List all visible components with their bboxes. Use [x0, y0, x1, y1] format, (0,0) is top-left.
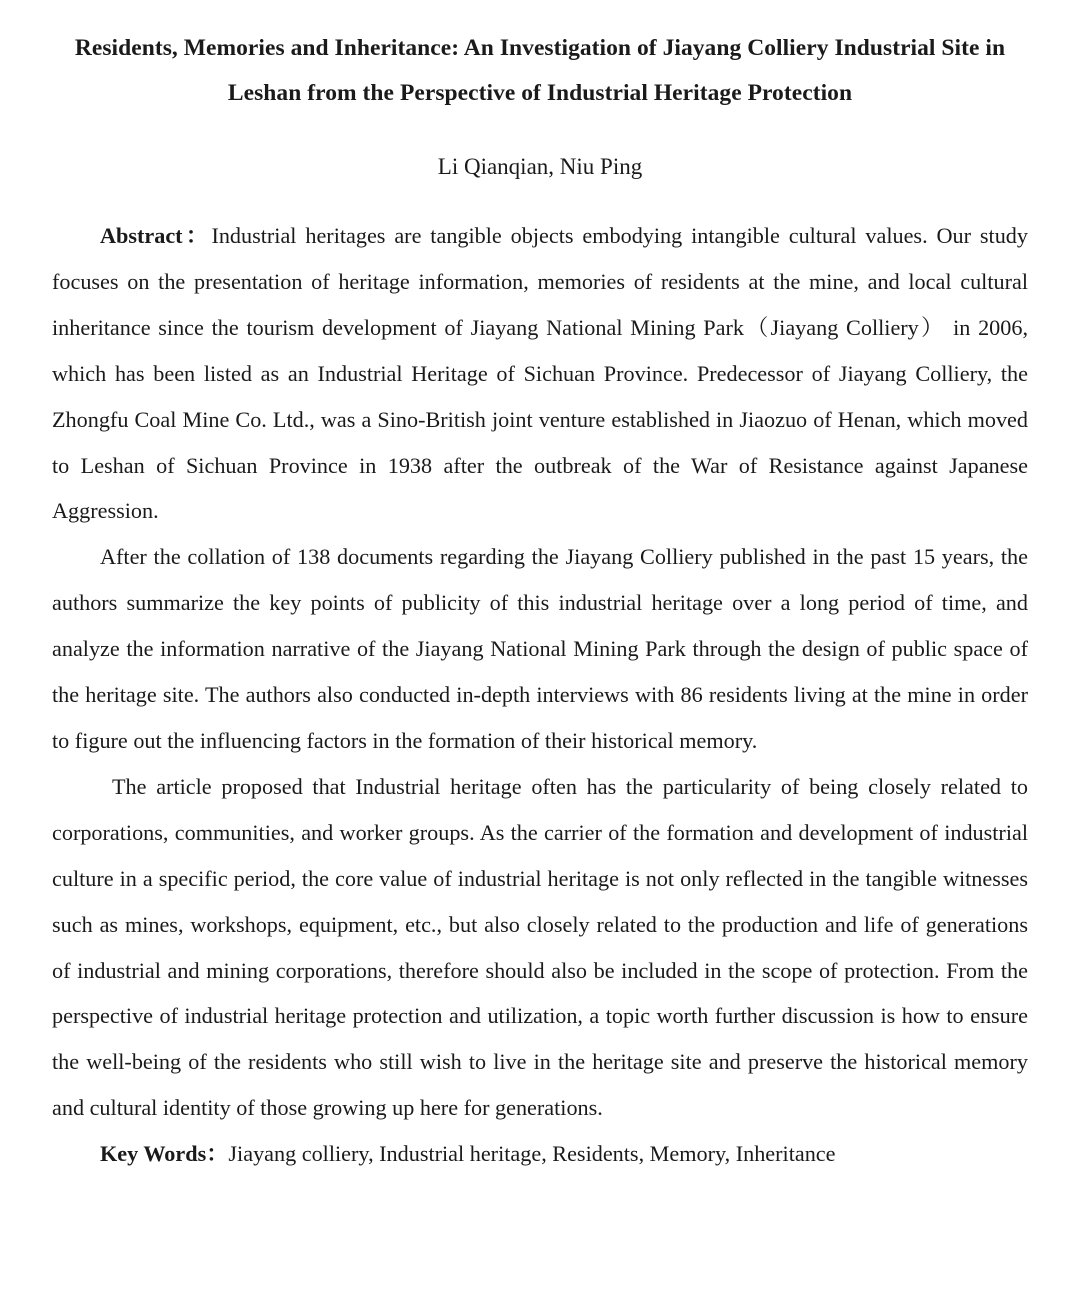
paper-title: Residents, Memories and Inheritance: An Investigation of Jiayang Colliery Industrial Site in Leshan from the Perspective of Industrial Heritage Protection — [74, 35, 1006, 106]
abstract-section — [52, 213, 1028, 1131]
abstract-paragraph: After the collation of 138 documents regarding the Jiayang Colliery published in the past 15 years, the authors summarize the key points of publicity of this industrial heritage over a long period of time, and analyze the information narrative of the Jiayang National Mining Park through the design of public space of the heritage site. The authors also conducted in-depth interviews with 86 residents living at the mine in order to figure out the influencing factors in the formation of their historical memory. — [52, 544, 1028, 753]
paper-page — [52, 26, 1028, 1177]
keywords-text: Jiayang colliery, Industrial heritage, Residents, Memory, Inheritance — [228, 1141, 836, 1167]
abstract-paragraph — [52, 213, 1028, 534]
keywords-label: Key Words： — [100, 1141, 229, 1167]
abstract-label: Abstract： — [100, 223, 212, 248]
paper-authors: Li Qianqian, Niu Ping — [437, 154, 643, 179]
keywords-line — [52, 1131, 1028, 1177]
abstract-paragraph: The article proposed that Industrial heritage often has the particularity of being closely related to corporations, communities, and worker groups. As the carrier of the formation and development of industrial culture in a specific period, the core value of industrial heritage is not only reflected in the tangible witnesses such as mines, workshops, equipment, etc., but also closely related to the production and life of generations of industrial and mining corporations, therefore should also be included in the scope of protection. From the perspective of industrial heritage protection and utilization, a topic worth further discussion is how to ensure the well-being of the residents who still wish to live in the heritage site and preserve the historical memory and cultural identity of those growing up here for generations. — [52, 773, 1028, 1121]
abstract-paragraph-text: Industrial heritages are tangible objects embodying intangible cultural values. Our study focuses on the presentation of heritage information, memories of residents at the mine, and local cultural inheritance since the tourism development of Jiayang National Mining Park（Jiayang Colliery） in 2006, which has been listed as an Industrial Heritage of Sichuan Province. Predecessor of Jiayang Colliery, the Zhongfu Coal Mine Co. Ltd., was a Sino-British joint venture established in Jiaozuo of Henan, which moved to Leshan of Sichuan Province in 1938 after the outbreak of the War of Resistance against Japanese Aggression. — [52, 223, 1028, 524]
